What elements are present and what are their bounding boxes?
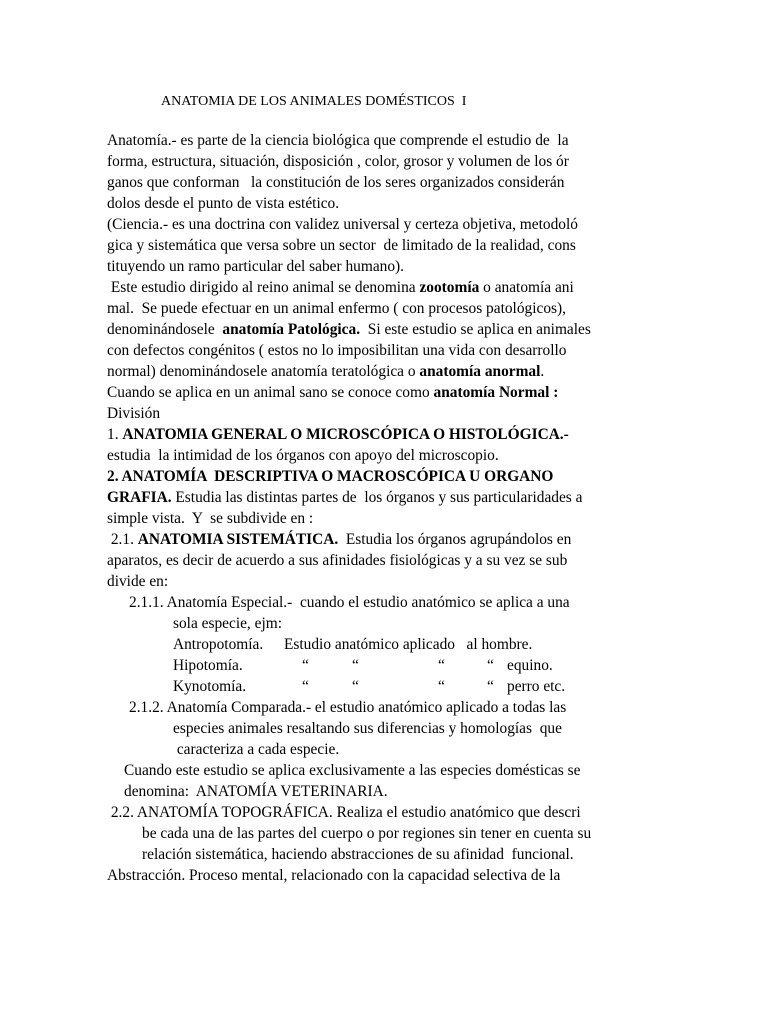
section-2-1-line-3: divide en: xyxy=(107,573,169,590)
veterinaria-line-2: denomina: ANATOMÍA VETERINARIA. xyxy=(124,783,388,800)
abstraccion-line: Abstracción. Proceso mental, relacionado con la capacidad selectiva de la xyxy=(107,867,561,884)
ditto-mark: “ xyxy=(352,657,359,674)
section-2-1-2-line-3: caracteriza a cada especie. xyxy=(173,741,340,758)
anatomia-definition-line-2: forma, estructura, situación, disposición , color, grosor y volumen de los ór xyxy=(107,153,569,170)
section-2-line-2: GRAFIA. Estudia las distintas partes de los órganos y sus particularidades a xyxy=(107,489,583,506)
paragraph-line-4: con defectos congénitos ( estos no lo imposibilitan una vida con desarrollo xyxy=(107,342,567,359)
paragraph-line-1: Este estudio dirigido al reino animal se denomina zootomía o anatomía ani xyxy=(107,279,574,296)
section-2-1-2-line-1: 2.1.2. Anatomía Comparada.- el estudio anatómico aplicado a todas las xyxy=(129,699,567,716)
anatomia-definition-line-1: Anatomía.- es parte de la ciencia biológica que comprende el estudio de la xyxy=(107,132,569,149)
section-2-2-line-1: 2.2. ANATOMÍA TOPOGRÁFICA. Realiza el estudio anatómico que descri xyxy=(107,804,581,821)
example-kynotomia-term: Kynotomía. xyxy=(173,678,247,695)
section-2-1-heading: 2.1. ANATOMIA SISTEMÁTICA. Estudia los órganos agrupándolos en xyxy=(107,531,572,548)
paragraph-line-6: Cuando se aplica en un animal sano se conoce como anatomía Normal : xyxy=(107,384,559,401)
anatomia-definition-line-4: dolos desde el punto de vista estético. xyxy=(107,195,340,212)
ciencia-definition-line-3: tituyendo un ramo particular del saber humano). xyxy=(107,258,405,275)
ditto-mark: “ xyxy=(302,678,309,695)
zootomia-term: zootomía xyxy=(419,279,480,296)
example-kynotomia-text: perro etc. xyxy=(507,678,566,695)
ditto-mark: “ xyxy=(487,657,494,674)
section-2-1-2-line-2: especies animales resaltando sus diferencias y homologías que xyxy=(173,720,562,737)
section-2-line-3: simple vista. Y se subdivide en : xyxy=(107,510,314,527)
section-2-2-line-2: be cada una de las partes del cuerpo o por regiones sin tener en cuenta su xyxy=(142,825,592,842)
veterinaria-line-1: Cuando este estudio se aplica exclusivamente a las especies domésticas se xyxy=(124,762,581,779)
example-hipotomia-text: equino. xyxy=(507,657,553,674)
section-2-1-1-line-1: 2.1.1. Anatomía Especial.- cuando el estudio anatómico se aplica a una xyxy=(129,594,570,611)
section-1-heading: 1. ANATOMIA GENERAL O MICROSCÓPICA O HISTOLÓGICA.- xyxy=(107,426,569,443)
section-1-text: estudia la intimidad de los órganos con apoyo del microscopio. xyxy=(107,447,499,464)
ditto-mark: “ xyxy=(352,678,359,695)
ciencia-definition-line-2: gica y sistemática que versa sobre un sector de limitado de la realidad, cons xyxy=(107,237,576,254)
anatomia-term: Anatomía.- xyxy=(107,132,177,149)
anormal-term: anatomía anormal xyxy=(419,363,541,380)
normal-term: anatomía Normal : xyxy=(433,384,559,401)
section-2-2-line-3: relación sistemática, haciendo abstracciones de su afinidad funcional. xyxy=(142,846,574,863)
ciencia-definition-line-1: (Ciencia.- es una doctrina con validez universal y certeza objetiva, metodoló xyxy=(107,216,578,233)
example-antropotomia-text: Estudio anatómico aplicado al hombre. xyxy=(284,636,533,653)
example-antropotomia-term: Antropotomía. xyxy=(173,636,264,653)
patologica-term: anatomía Patológica. xyxy=(222,321,361,338)
ditto-mark: “ xyxy=(487,678,494,695)
paragraph-line-5: normal) denominándosele anatomía teratológica o anatomía anormal. xyxy=(107,363,545,380)
section-2-heading: 2. ANATOMÍA DESCRIPTIVA O MACROSCÓPICA U ORGANO xyxy=(107,468,554,485)
paragraph-line-3: denominándosele anatomía Patológica. Si este estudio se aplica en animales xyxy=(107,321,591,338)
section-2-1-1-line-2: sola especie, ejm: xyxy=(173,615,282,632)
ditto-mark: “ xyxy=(302,657,309,674)
ditto-mark: “ xyxy=(438,657,445,674)
anatomia-definition-line-3: ganos que conforman la constitución de los seres organizados considerán xyxy=(107,174,565,191)
document-title: ANATOMIA DE LOS ANIMALES DOMÉSTICOS I xyxy=(161,94,467,109)
section-2-1-line-2: aparatos, es decir de acuerdo a sus afinidades fisiológicas y a su vez se sub xyxy=(107,552,568,569)
division-label: División xyxy=(107,405,161,422)
paragraph-line-2: mal. Se puede efectuar en un animal enfermo ( con procesos patológicos), xyxy=(107,300,566,317)
ditto-mark: “ xyxy=(438,678,445,695)
example-hipotomia-term: Hipotomía. xyxy=(173,657,243,674)
